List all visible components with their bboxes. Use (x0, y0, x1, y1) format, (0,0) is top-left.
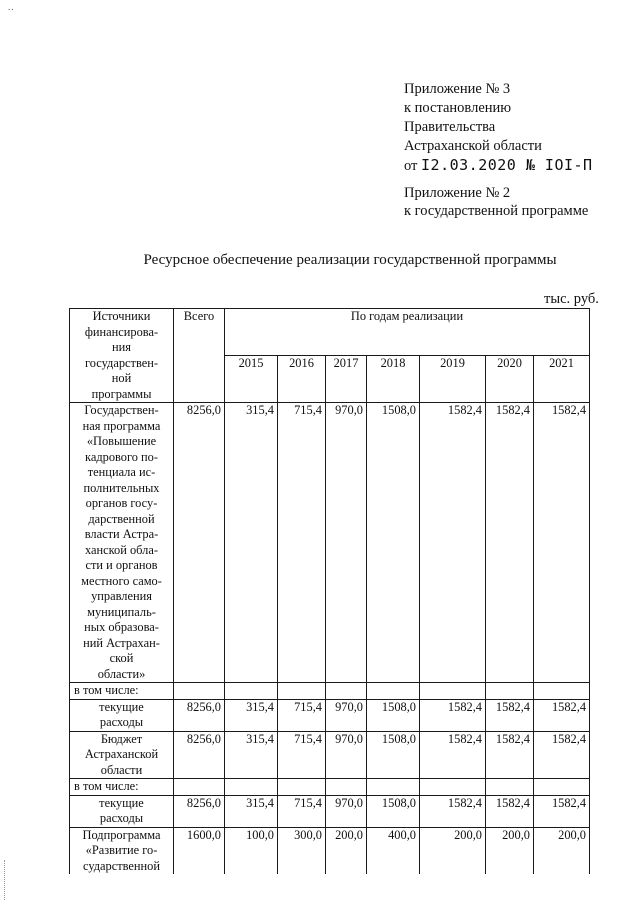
year-value-cell: 100,0 (225, 827, 278, 874)
appendix-3-header (404, 80, 593, 176)
year-value-cell: 715,4 (278, 699, 326, 731)
empty-cell (174, 683, 225, 700)
source-text-line: «Повышение (86, 434, 157, 448)
year-value-cell: 400,0 (367, 827, 420, 874)
scan-edge-dots (4, 860, 6, 900)
source-cell (70, 403, 174, 683)
year-value-cell: 1582,4 (420, 699, 486, 731)
year-value-cell: 1508,0 (367, 795, 420, 827)
table-body (70, 309, 590, 875)
source-text-line: Государствен- (84, 403, 159, 417)
source-text-line: области» (97, 666, 146, 681)
source-text-line: текущие (99, 795, 144, 810)
document-title: Ресурсное обеспечение реализации государственной программы (143, 252, 557, 268)
year-value-cell: 715,4 (278, 795, 326, 827)
source-text-line: управления (91, 589, 152, 603)
source-cell (70, 731, 174, 779)
source-text-line: кадрового по- (84, 449, 158, 464)
empty-cell (225, 683, 278, 700)
handwritten-date-number: I2.03.2020 № IOI-П (421, 156, 593, 174)
source-cell (70, 699, 174, 731)
units-label: тыс. руб. (544, 291, 599, 307)
total-cell: 8256,0 (174, 795, 225, 827)
empty-cell (278, 779, 326, 796)
year-value-cell: 1508,0 (367, 699, 420, 731)
source-text-line: ная программа (82, 418, 161, 433)
year-value-cell: 1582,4 (486, 795, 534, 827)
year-value-cell: 970,0 (326, 795, 367, 827)
year-value-cell: 1582,4 (534, 403, 590, 683)
header-source-line: государствен- (85, 355, 158, 370)
source-text-line: в том числе: (74, 779, 139, 793)
source-text-line: муниципаль- (87, 604, 156, 619)
source-text-line: расходы (99, 811, 144, 825)
total-cell: 8256,0 (174, 699, 225, 731)
year-value-cell: 1582,4 (486, 731, 534, 779)
source-text-line: власти Астра- (84, 527, 159, 541)
year-value-cell: 315,4 (225, 403, 278, 683)
year-value-cell: 715,4 (278, 403, 326, 683)
empty-cell (225, 779, 278, 796)
empty-cell (420, 683, 486, 700)
header-source-line: ной (111, 371, 132, 385)
source-text-line: местного само- (81, 573, 162, 588)
year-value-cell: 200,0 (326, 827, 367, 874)
appendix-3-line-2: к постановлению (404, 100, 512, 116)
source-text-line: ний Астрахан- (83, 635, 160, 650)
total-cell: 8256,0 (174, 731, 225, 779)
year-value-cell: 200,0 (486, 827, 534, 874)
source-text-line: сударственной (82, 858, 161, 873)
source-text-line: полнительных (83, 480, 160, 495)
source-text-line: дарственной (88, 511, 155, 526)
year-value-cell: 200,0 (534, 827, 590, 874)
year-value-cell: 300,0 (278, 827, 326, 874)
year-value-cell: 1508,0 (367, 403, 420, 683)
total-cell: 1600,0 (174, 827, 225, 874)
appendix-2-header (404, 184, 588, 220)
header-year: 2018 (367, 356, 420, 403)
year-value-cell: 1582,4 (420, 731, 486, 779)
header-year: 2020 (486, 356, 534, 403)
year-value-cell: 715,4 (278, 731, 326, 779)
subtotal-label-row (70, 779, 590, 796)
scan-mark: .. (8, 2, 15, 12)
source-cell (70, 827, 174, 874)
header-source-line: ния (112, 340, 131, 354)
empty-cell (326, 683, 367, 700)
appendix-3-date-line (404, 156, 593, 176)
header-total: Всего (174, 309, 225, 403)
header-year: 2015 (225, 356, 278, 403)
header-source-line: Источники (92, 309, 151, 323)
header-source (70, 309, 174, 403)
year-value-cell: 970,0 (326, 731, 367, 779)
empty-cell (486, 683, 534, 700)
subtotal-label-row (70, 683, 590, 700)
header-year: 2017 (326, 356, 367, 403)
source-text-line: ных образова- (84, 620, 159, 634)
table-row (70, 403, 590, 683)
table-row (70, 795, 590, 827)
empty-cell (534, 683, 590, 700)
appendix-3-line-3: Правительства (404, 119, 496, 135)
empty-cell (367, 779, 420, 796)
source-cell (70, 795, 174, 827)
source-text-line: Астраханской (84, 747, 159, 761)
source-text-line: ханской обла- (85, 542, 158, 557)
source-text-line: тенциала ис- (87, 465, 156, 479)
empty-cell (486, 779, 534, 796)
source-text-line: текущие (99, 699, 144, 714)
appendix-2-line-1: Приложение № 2 (404, 185, 511, 201)
appendix-3-line-1: Приложение № 3 (404, 81, 511, 97)
year-value-cell: 1582,4 (486, 699, 534, 731)
empty-cell (420, 779, 486, 796)
source-text-line: Бюджет (100, 731, 143, 746)
year-value-cell: 315,4 (225, 795, 278, 827)
table-row (70, 699, 590, 731)
header-year: 2019 (420, 356, 486, 403)
empty-cell (174, 779, 225, 796)
year-value-cell: 315,4 (225, 731, 278, 779)
header-years-group: По годам реализации (225, 309, 590, 356)
year-value-cell: 1508,0 (367, 731, 420, 779)
header-year: 2016 (278, 356, 326, 403)
source-text-line: расходы (99, 715, 144, 729)
year-value-cell: 970,0 (326, 699, 367, 731)
appendix-2-line-2: к государственной программе (404, 203, 589, 219)
year-value-cell: 200,0 (420, 827, 486, 874)
header-row (70, 309, 590, 356)
source-cell (70, 683, 174, 700)
resources-table (69, 308, 590, 874)
empty-cell (367, 683, 420, 700)
year-value-cell: 315,4 (225, 699, 278, 731)
header-year: 2021 (534, 356, 590, 403)
source-text-line: органов госу- (85, 496, 158, 510)
source-text-line: «Развитие го- (85, 843, 158, 857)
source-text-line: ской (109, 651, 134, 665)
header-source-line: финансирова- (84, 324, 159, 339)
year-value-cell: 1582,4 (486, 403, 534, 683)
year-value-cell: 1582,4 (534, 699, 590, 731)
year-value-cell: 1582,4 (534, 795, 590, 827)
year-value-cell: 1582,4 (534, 731, 590, 779)
year-value-cell: 970,0 (326, 403, 367, 683)
header-source-line: программы (91, 386, 152, 401)
total-cell: 8256,0 (174, 403, 225, 683)
source-cell (70, 779, 174, 796)
year-value-cell: 1582,4 (420, 403, 486, 683)
year-value-cell: 1582,4 (420, 795, 486, 827)
source-text-line: области (100, 762, 143, 777)
date-prefix: от (404, 158, 418, 174)
empty-cell (326, 779, 367, 796)
appendix-3-line-4: Астраханской области (404, 138, 542, 154)
source-text-line: в том числе: (74, 683, 139, 697)
source-text-line: сти и органов (85, 558, 158, 572)
source-text-line: Подпрограмма (82, 827, 161, 842)
table-row (70, 827, 590, 874)
empty-cell (278, 683, 326, 700)
empty-cell (534, 779, 590, 796)
table-row (70, 731, 590, 779)
